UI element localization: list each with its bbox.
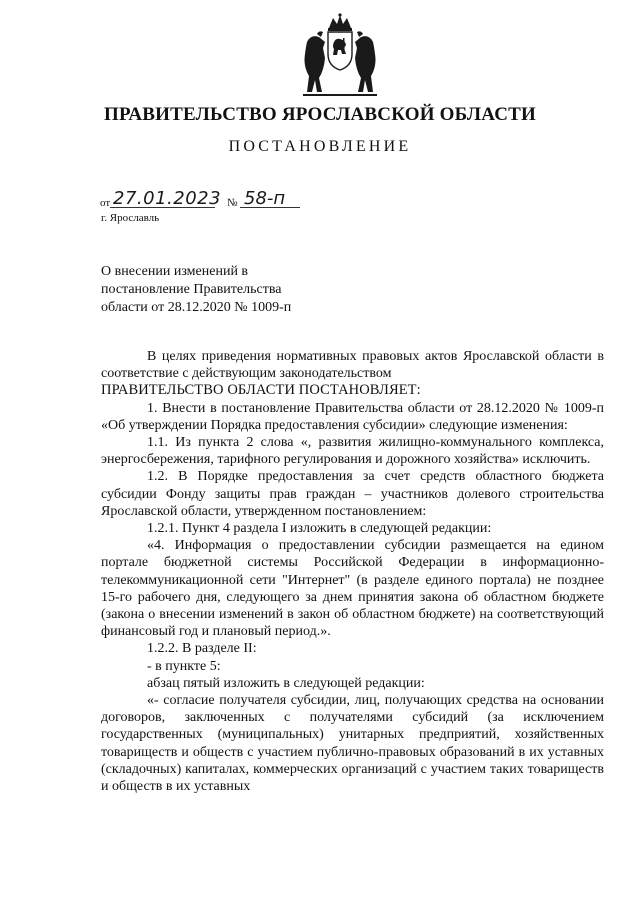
quote-consent: «- согласие получателя субсидии, лиц, получающих средства на основании договоров, заключенных с получателями субсидий (за исключением государственных (муниципальных) унитарных предприятий, хозяйственных товариществ и обществ с участием публично-правовых образований в их уставных (складочных) капиталах, коммерческих организаций с участием таких товариществ и обществ в их уставных xyxy=(101,693,604,795)
point-5-item: - в пункте 5: xyxy=(147,658,221,674)
subject-line: О внесении изменений в xyxy=(101,264,249,279)
paragraph-1-2: 1.2. В Порядке предоставления за счет средств областного бюджета субсидии Фонду защиты прав граждан – участников долевого строительства Ярославской области, утвержденном постановлением: xyxy=(101,469,604,519)
document-subject xyxy=(101,263,291,317)
city: г. Ярославль xyxy=(101,212,160,224)
paragraph-1-2-1: 1.2.1. Пункт 4 раздела I изложить в следующей редакции: xyxy=(147,521,492,537)
resolves-heading: ПРАВИТЕЛЬСТВО ОБЛАСТИ ПОСТАНОВЛЯЕТ: xyxy=(101,382,421,399)
handwritten-number: 58-п xyxy=(244,188,286,209)
preamble-paragraph: В целях приведения нормативных правовых актов Ярославской области в соответствие с действующим законодательством xyxy=(101,349,604,382)
government-title: ПРАВИТЕЛЬСТВО ЯРОСЛАВСКОЙ ОБЛАСТИ xyxy=(104,104,536,125)
date-prefix: от xyxy=(100,197,111,209)
subject-line: области от 28.12.2020 № 1009-п xyxy=(101,300,292,315)
subject-line: постановление Правительства xyxy=(101,282,282,297)
handwritten-date: 27.01.2023 xyxy=(113,188,222,209)
number-sign: № xyxy=(227,197,238,209)
paragraph-1-2-2: 1.2.2. В разделе II: xyxy=(147,641,257,657)
date-number-line xyxy=(100,188,320,214)
document-type: ПОСТАНОВЛЕНИЕ xyxy=(228,138,412,155)
document-body xyxy=(101,348,604,795)
coat-of-arms-emblem xyxy=(295,12,385,98)
paragraph-1-1: 1.1. Из пункта 2 слова «, развития жилищно-коммунального комплекса, энергосбережения, тарифного регулирования и дорожного хозяйства» исключить. xyxy=(101,435,604,468)
quote-point-4: «4. Информация о предоставлении субсидии размещается на едином портале бюджетной системы Российской Федерации в информационно-телекоммуникационной сети "Интернет" (в разделе единого портала) не позднее 15-го рабочего дня, следующего за днем принятия закона об областном бюджете (закона о внесении изменений в закон об областном бюджете) на соответствующий финансовый год и плановый период.». xyxy=(101,538,604,640)
paragraph-five-instruction: абзац пятый изложить в следующей редакции: xyxy=(147,675,425,691)
paragraph-1: 1. Внести в постановление Правительства области от 28.12.2020 № 1009-п «Об утверждении Порядка предоставления субсидии» следующие изменения: xyxy=(101,400,604,433)
